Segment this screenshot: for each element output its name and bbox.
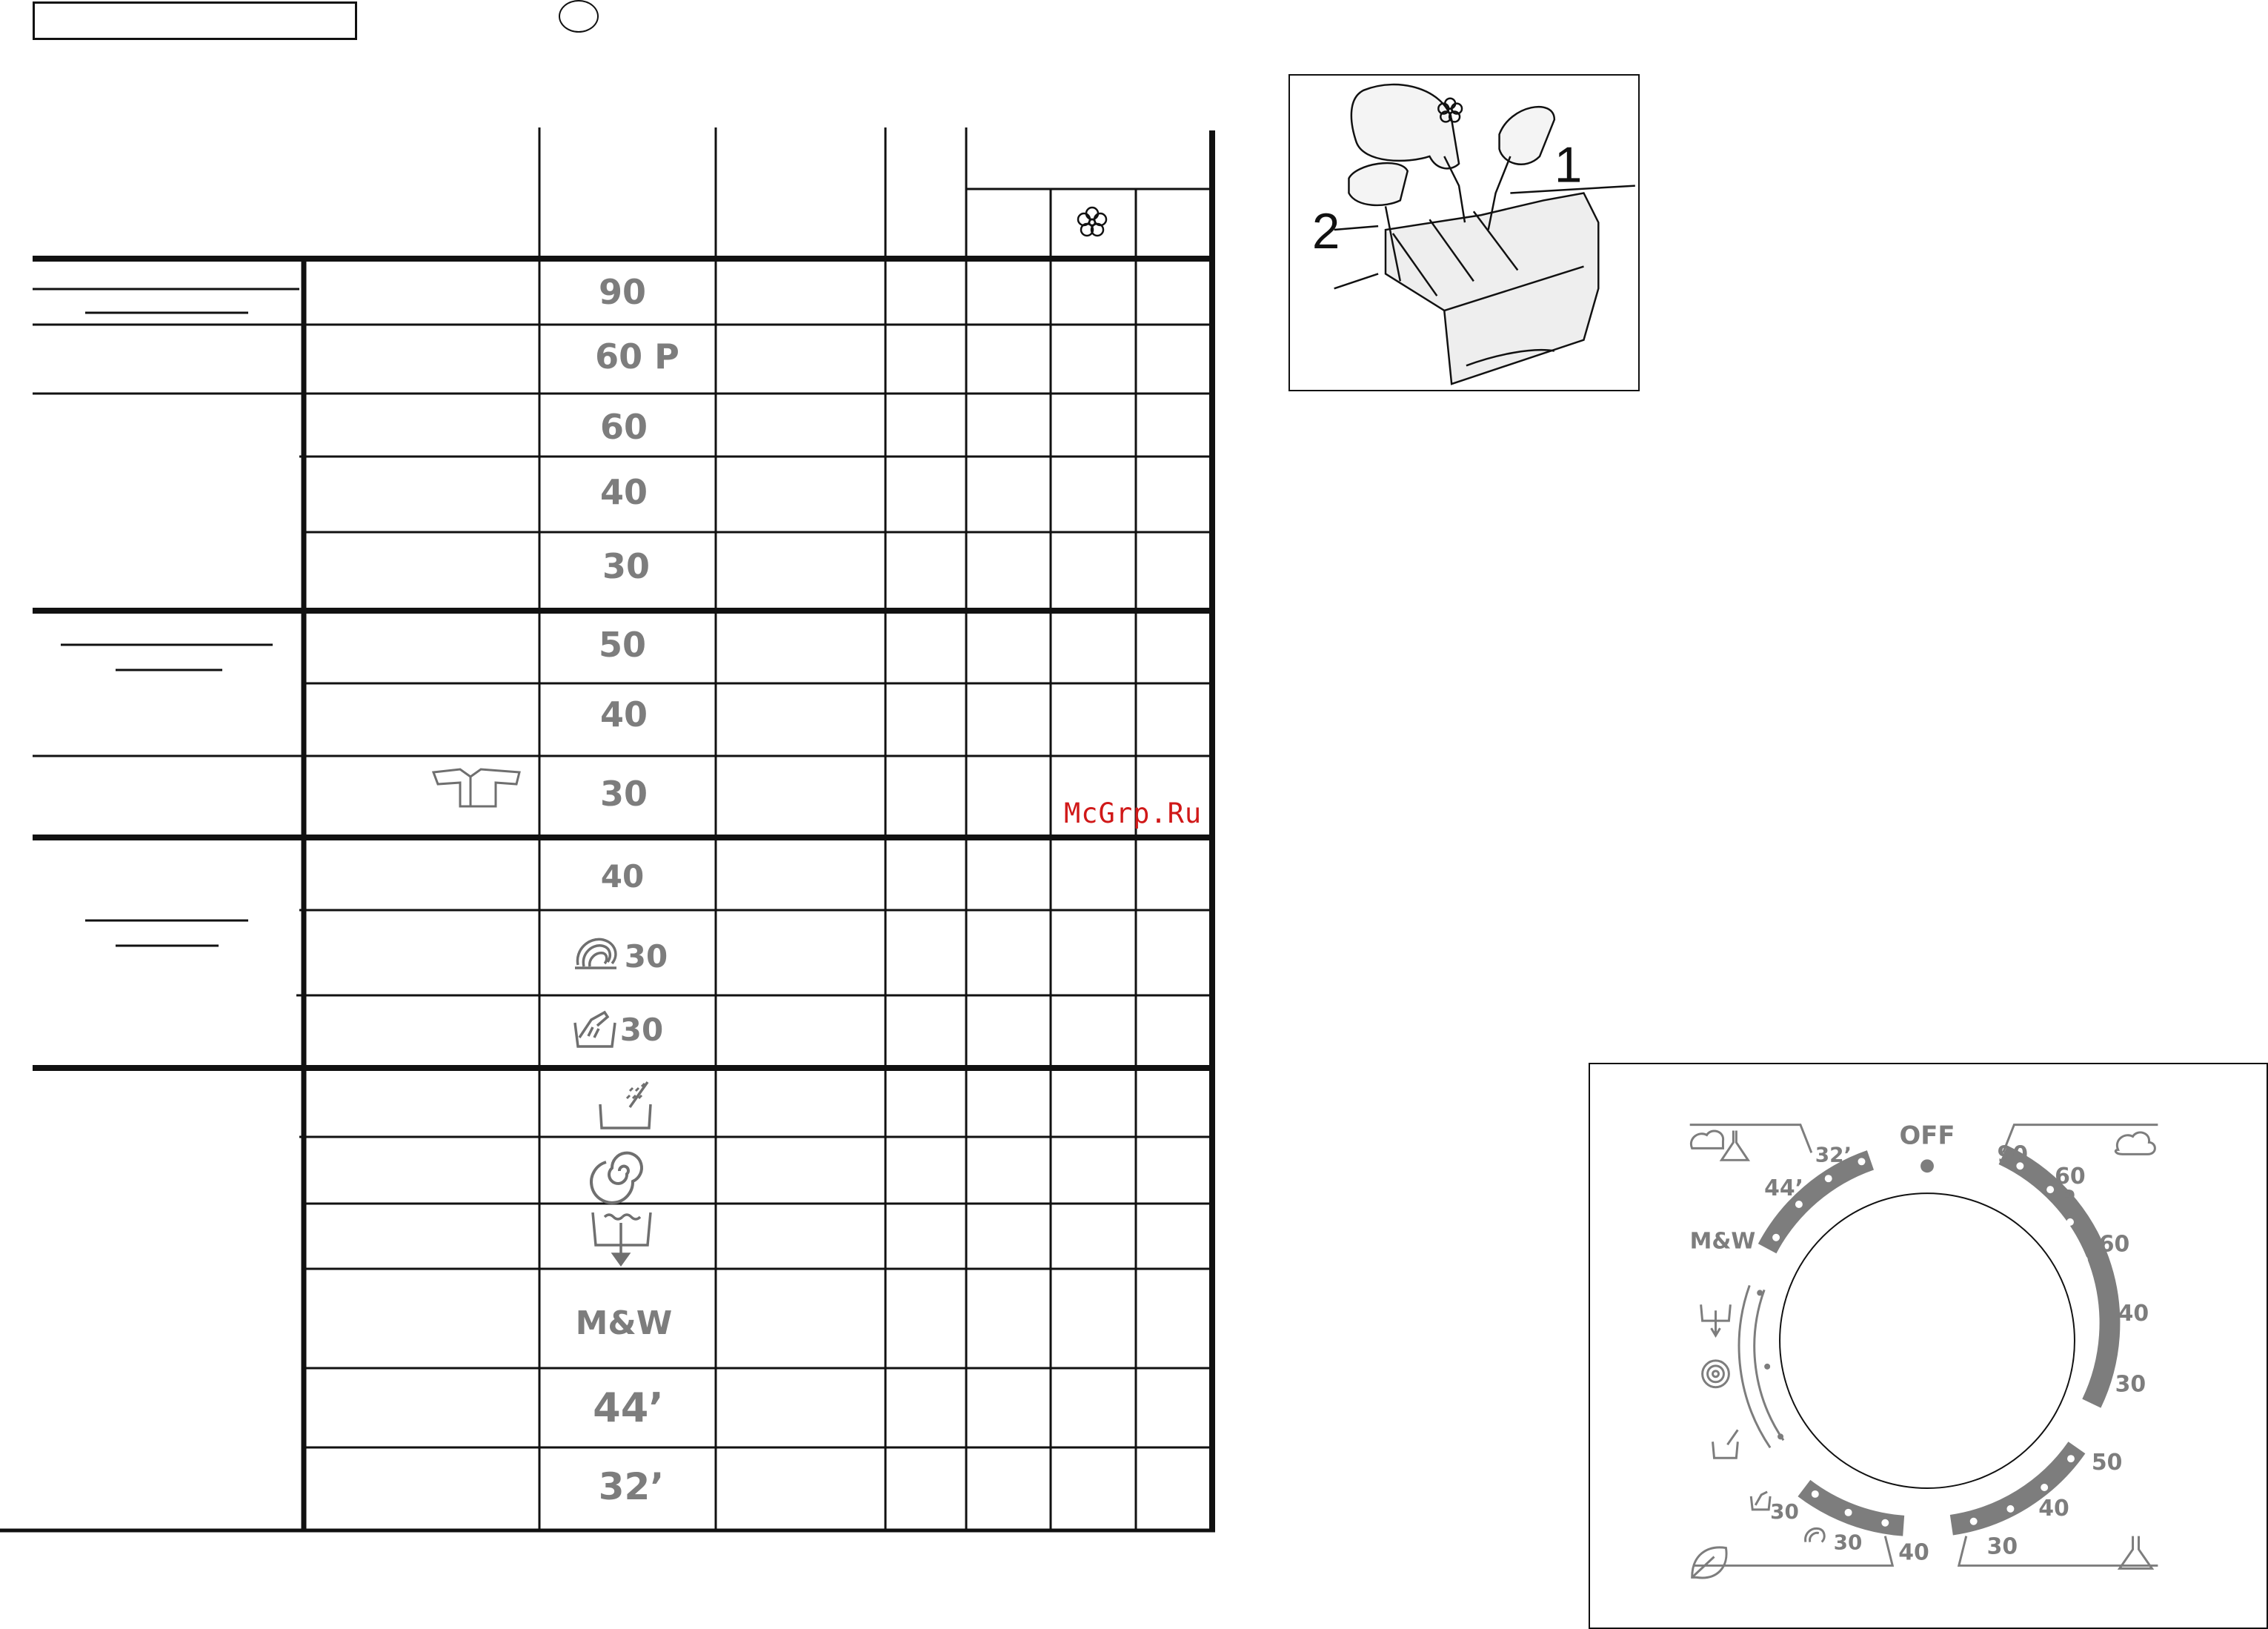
- program-label-40: 40: [599, 472, 648, 512]
- dial-label-60p-p: P: [2059, 1185, 2075, 1212]
- cotton-flask-icon: [1691, 1131, 1748, 1161]
- wool-icon: [575, 939, 616, 968]
- softener-flower-icon: [1078, 208, 1106, 236]
- program-label-90: 90: [598, 272, 647, 312]
- dial-label-50: 50: [2091, 1450, 2123, 1476]
- rinse-icon: [1713, 1430, 1738, 1458]
- program-label-hand-30: 30: [619, 1012, 664, 1048]
- program-dial-panel: [1589, 1063, 2268, 1629]
- dial-label-40: 40: [2118, 1301, 2149, 1327]
- program-label-30: 30: [602, 546, 651, 586]
- wool-icon: [1806, 1528, 1825, 1542]
- program-label-32: 32’: [598, 1465, 665, 1508]
- shirt-icon: [433, 769, 519, 806]
- program-label-mw: M&W: [575, 1304, 673, 1342]
- dial-label-44: 44’: [1764, 1175, 1804, 1202]
- program-label-60p: 60 P: [595, 336, 679, 376]
- dial-label-40-b: 40: [2038, 1495, 2069, 1522]
- rinse-icon: [600, 1082, 651, 1128]
- program-label-40-b: 40: [599, 694, 648, 734]
- dispenser-illustration: [1288, 74, 1640, 391]
- dial-label-32: 32’: [1815, 1142, 1852, 1167]
- program-label-44: 44’: [593, 1384, 664, 1431]
- dial-label-60: 60: [2098, 1231, 2130, 1258]
- drain-icon: [1701, 1304, 1731, 1336]
- spin-icon: [591, 1153, 642, 1203]
- dial-label-60p-num: 60: [2055, 1164, 2086, 1190]
- dial-label-30: 30: [2115, 1371, 2146, 1398]
- dial-label-off: OFF: [1899, 1121, 1955, 1150]
- leaf-icon: [1692, 1547, 1726, 1578]
- program-label-40-c: 40: [600, 858, 645, 895]
- cotton-icon: [2115, 1132, 2155, 1154]
- program-label-30-shirt: 30: [599, 774, 648, 814]
- synthetic-flask-icon: [2120, 1536, 2152, 1569]
- compartment-label-1: 1: [1554, 137, 1583, 193]
- dial-label-90: 90: [1997, 1141, 2029, 1168]
- hand-wash-icon: [1751, 1492, 1770, 1510]
- compartment-label-2: 2: [1311, 203, 1340, 259]
- drain-icon: [593, 1212, 651, 1264]
- spin-icon: [1703, 1361, 1729, 1387]
- dial-label-wool-30: 30: [1833, 1530, 1863, 1555]
- program-label-60: 60: [599, 407, 648, 447]
- dial-label-hand-30: 30: [1770, 1499, 1799, 1524]
- dial-label-mw: M&W: [1689, 1228, 1756, 1255]
- dial-label-40-c: 40: [1898, 1539, 1929, 1566]
- program-label-wool-30: 30: [624, 938, 668, 975]
- hand-wash-icon: [575, 1012, 615, 1046]
- program-label-50: 50: [598, 625, 647, 665]
- dial-label-30-b: 30: [1986, 1533, 2018, 1560]
- watermark-text: McGrp.Ru: [1064, 797, 1203, 829]
